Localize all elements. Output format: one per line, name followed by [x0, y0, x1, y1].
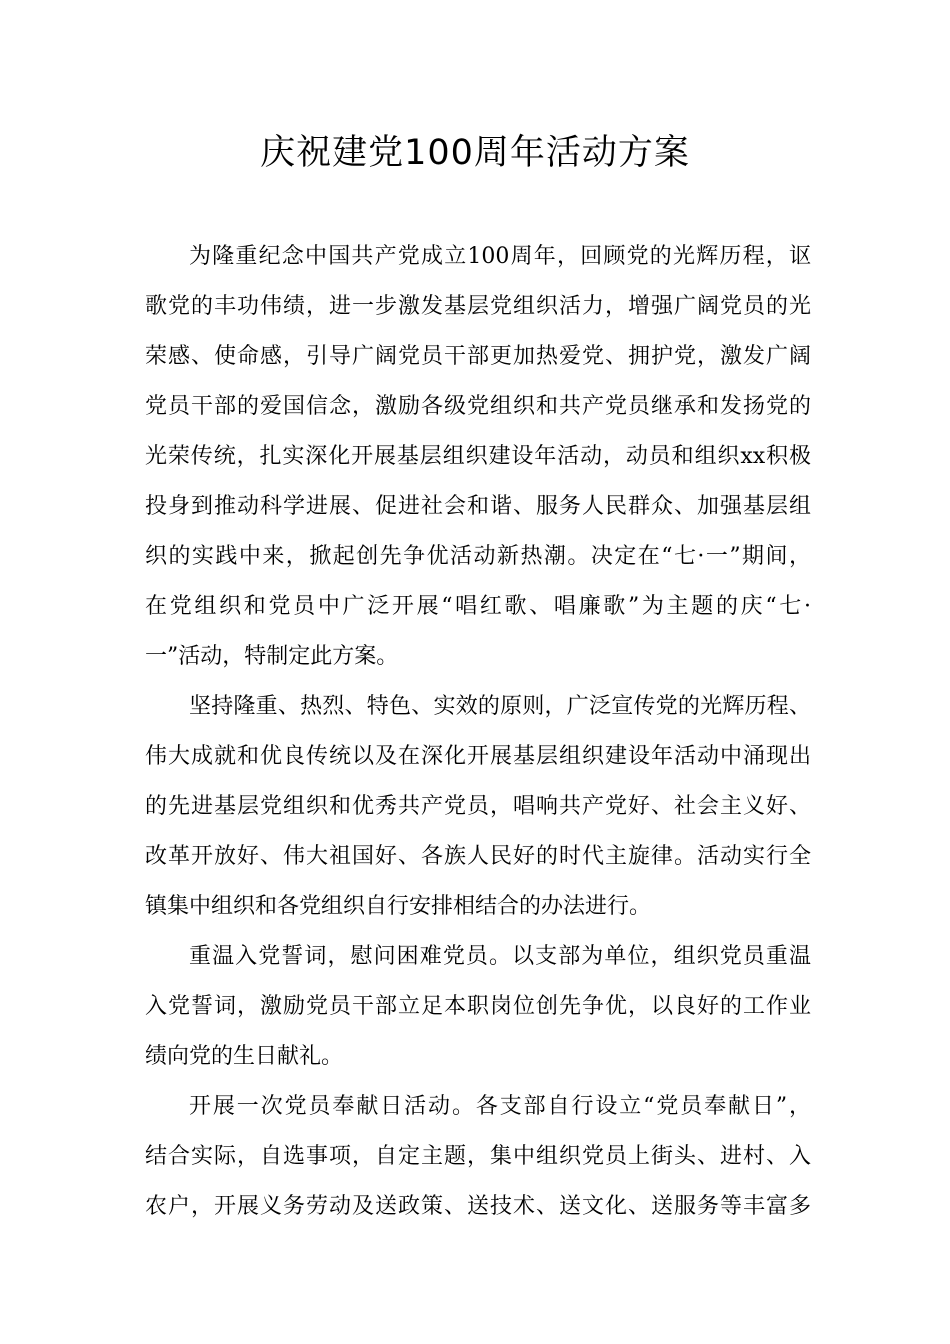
- paragraph-line: 光荣传统，扎实深化开展基层组织建设年活动，动员和组织xx积极: [145, 444, 811, 469]
- paragraph-line: 镇集中组织和各党组织自行安排相结合的办法进行。: [145, 894, 652, 919]
- paragraph-4: [145, 1082, 811, 1232]
- paragraph-line: 歌党的丰功伟绩，进一步激发基层党组织活力，增强广阔党员的光: [145, 294, 811, 319]
- paragraph-line: 农户，开展义务劳动及送政策、送技术、送文化、送服务等丰富多: [145, 1194, 811, 1219]
- paragraph-line: 入党誓词，激励党员干部立足本职岗位创先争优，以良好的工作业: [145, 994, 811, 1019]
- paragraph-line: 织的实践中来，掀起创先争优活动新热潮。决定在“七·一”期间，: [145, 544, 811, 569]
- paragraph-2: [145, 682, 811, 932]
- document-title: 庆祝建党100周年活动方案: [260, 133, 690, 173]
- paragraph-line: 绩向党的生日献礼。: [145, 1044, 344, 1069]
- paragraph-line: 在党组织和党员中广泛开展“唱红歌、唱廉歌”为主题的庆“七·: [145, 594, 811, 619]
- paragraph-line: 一”活动，特制定此方案。: [145, 644, 399, 669]
- paragraph-line: 的先进基层党组织和优秀共产党员，唱响共产党好、社会主义好、: [145, 794, 811, 819]
- paragraph-line: 改革开放好、伟大祖国好、各族人民好的时代主旋律。活动实行全: [145, 844, 811, 869]
- paragraph-line: 伟大成就和优良传统以及在深化开展基层组织建设年活动中涌现出: [145, 744, 811, 769]
- paragraph-line: 为隆重纪念中国共产党成立100周年，回顾党的光辉历程，讴: [189, 244, 811, 269]
- paragraph-line: 开展一次党员奉献日活动。各支部自行设立“党员奉献日”，: [189, 1094, 811, 1119]
- paragraph-line: 重温入党誓词，慰问困难党员。以支部为单位，组织党员重温: [189, 944, 811, 969]
- paragraph-3: [145, 932, 811, 1082]
- document-body: [145, 232, 811, 1232]
- paragraph-line: 投身到推动科学进展、促进社会和谐、服务人民群众、加强基层组: [145, 494, 811, 519]
- paragraph-line: 结合实际，自选事项，自定主题，集中组织党员上街头、进村、入: [145, 1144, 811, 1169]
- paragraph-line: 党员干部的爱国信念，激励各级党组织和共产党员继承和发扬党的: [145, 394, 811, 419]
- paragraph-line: 荣感、使命感，引导广阔党员干部更加热爱党、拥护党，激发广阔: [145, 344, 811, 369]
- paragraph-line: 坚持隆重、热烈、特色、实效的原则，广泛宣传党的光辉历程、: [189, 694, 811, 719]
- paragraph-1: [145, 232, 811, 682]
